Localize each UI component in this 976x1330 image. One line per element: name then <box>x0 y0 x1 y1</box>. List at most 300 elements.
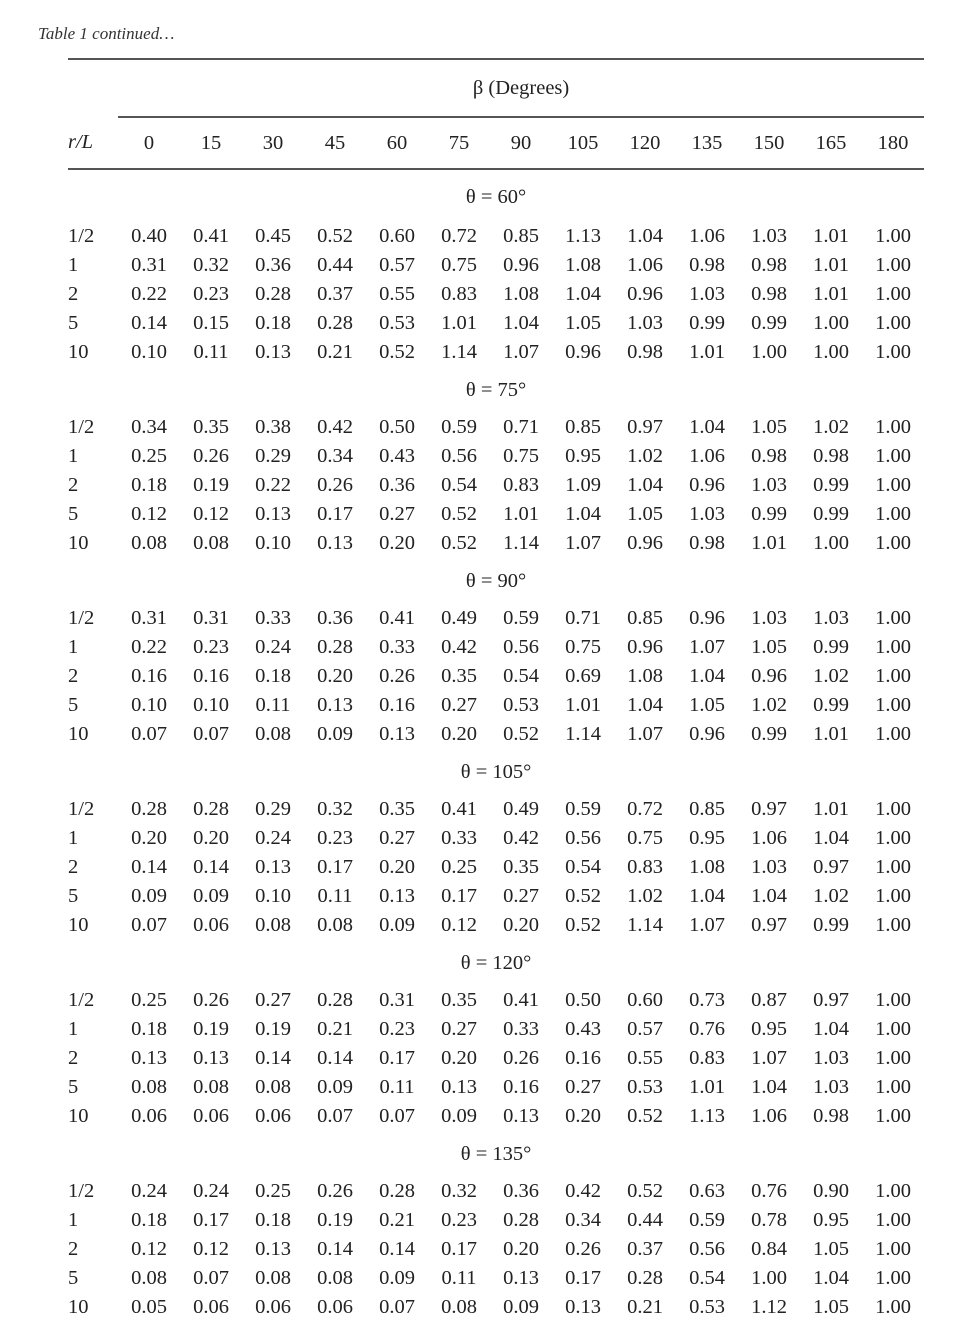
value-cell: 0.38 <box>255 416 291 438</box>
value-cell: 0.08 <box>317 914 353 936</box>
value-cell: 0.25 <box>131 445 167 467</box>
value-cell: 0.73 <box>689 989 725 1011</box>
value-cell: 1.02 <box>813 665 849 687</box>
value-cell: 0.08 <box>255 914 291 936</box>
value-cell: 0.33 <box>503 1018 539 1040</box>
data-table <box>68 58 924 1322</box>
rl-cell: 1/2 <box>68 416 95 438</box>
beta-column-header: 135 <box>676 117 738 169</box>
value-cell: 0.17 <box>317 856 353 878</box>
table-row <box>68 1015 924 1044</box>
value-cell: 0.26 <box>317 1180 353 1202</box>
value-cell: 1.00 <box>751 1267 787 1289</box>
value-cell: 0.96 <box>565 341 601 363</box>
value-cell: 0.17 <box>441 885 477 907</box>
value-cell: 1.04 <box>813 1018 849 1040</box>
table-row <box>68 982 924 1015</box>
value-cell: 1.00 <box>875 1076 911 1098</box>
table-row <box>68 1264 924 1293</box>
value-cell: 0.96 <box>689 607 725 629</box>
value-cell: 1.03 <box>689 283 725 305</box>
value-cell: 0.16 <box>503 1076 539 1098</box>
value-cell: 0.52 <box>441 503 477 525</box>
value-cell: 0.41 <box>441 798 477 820</box>
value-cell: 1.00 <box>875 474 911 496</box>
rl-cell: 5 <box>68 1267 79 1289</box>
value-cell: 0.22 <box>131 636 167 658</box>
value-cell: 0.52 <box>379 341 415 363</box>
value-cell: 0.14 <box>131 856 167 878</box>
value-cell: 0.14 <box>379 1238 415 1260</box>
value-cell: 1.04 <box>689 416 725 438</box>
rl-cell: 1 <box>68 1209 79 1231</box>
value-cell: 0.13 <box>255 503 291 525</box>
rl-cell: 5 <box>68 694 79 716</box>
value-cell: 0.22 <box>255 474 291 496</box>
value-cell: 1.01 <box>689 341 725 363</box>
beta-column-header: 75 <box>428 117 490 169</box>
value-cell: 1.00 <box>875 885 911 907</box>
value-cell: 0.11 <box>441 1267 477 1289</box>
value-cell: 0.42 <box>441 636 477 658</box>
value-cell: 0.13 <box>379 723 415 745</box>
theta-heading: θ = 75° <box>465 378 527 401</box>
table-row <box>68 218 924 251</box>
value-cell: 1.00 <box>875 1238 911 1260</box>
value-cell: 0.75 <box>503 445 539 467</box>
value-cell: 0.28 <box>255 283 291 305</box>
value-cell: 1.00 <box>875 1105 911 1127</box>
value-cell: 0.52 <box>627 1105 663 1127</box>
value-cell: 0.25 <box>441 856 477 878</box>
value-cell: 0.20 <box>379 532 415 554</box>
value-cell: 1.07 <box>565 532 601 554</box>
value-cell: 0.59 <box>689 1209 725 1231</box>
value-cell: 0.06 <box>131 1105 167 1127</box>
rl-cell: 1 <box>68 827 79 849</box>
table-row <box>68 529 924 558</box>
value-cell: 1.04 <box>751 1076 787 1098</box>
value-cell: 0.08 <box>255 1267 291 1289</box>
value-cell: 0.75 <box>441 254 477 276</box>
value-cell: 1.02 <box>813 885 849 907</box>
value-cell: 1.01 <box>751 532 787 554</box>
value-cell: 0.21 <box>627 1296 663 1318</box>
value-cell: 0.71 <box>565 607 601 629</box>
value-cell: 0.54 <box>503 665 539 687</box>
value-cell: 0.18 <box>255 1209 291 1231</box>
beta-column-header: 60 <box>366 117 428 169</box>
value-cell: 0.28 <box>627 1267 663 1289</box>
value-cell: 0.28 <box>131 798 167 820</box>
theta-heading: θ = 90° <box>465 569 527 592</box>
value-cell: 0.78 <box>751 1209 787 1231</box>
value-cell: 0.43 <box>379 445 415 467</box>
value-cell: 1.00 <box>875 1018 911 1040</box>
value-cell: 0.28 <box>379 1180 415 1202</box>
value-cell: 1.00 <box>751 341 787 363</box>
value-cell: 0.97 <box>627 416 663 438</box>
value-cell: 0.99 <box>751 503 787 525</box>
table-row <box>68 471 924 500</box>
value-cell: 0.19 <box>193 474 229 496</box>
value-cell: 0.18 <box>131 474 167 496</box>
value-cell: 0.95 <box>565 445 601 467</box>
value-cell: 0.41 <box>503 989 539 1011</box>
table-row <box>68 280 924 309</box>
value-cell: 1.00 <box>875 694 911 716</box>
rl-column-header: r/L <box>68 117 118 169</box>
value-cell: 1.00 <box>875 1180 911 1202</box>
value-cell: 0.27 <box>441 694 477 716</box>
value-cell: 1.04 <box>689 665 725 687</box>
value-cell: 1.07 <box>751 1047 787 1069</box>
value-cell: 0.11 <box>193 341 229 363</box>
value-cell: 1.01 <box>441 312 477 334</box>
value-cell: 0.11 <box>379 1076 415 1098</box>
value-cell: 0.96 <box>503 254 539 276</box>
beta-column-header: 0 <box>118 117 180 169</box>
value-cell: 1.04 <box>627 474 663 496</box>
value-cell: 1.01 <box>565 694 601 716</box>
data-table-container <box>68 58 923 1322</box>
value-cell: 0.08 <box>131 1076 167 1098</box>
rl-cell: 2 <box>68 1047 79 1069</box>
value-cell: 1.00 <box>875 723 911 745</box>
value-cell: 0.60 <box>627 989 663 1011</box>
table-row <box>68 409 924 442</box>
value-cell: 1.04 <box>627 225 663 247</box>
value-cell: 0.26 <box>503 1047 539 1069</box>
value-cell: 0.52 <box>503 723 539 745</box>
value-cell: 0.49 <box>441 607 477 629</box>
value-cell: 1.00 <box>813 532 849 554</box>
value-cell: 0.44 <box>627 1209 663 1231</box>
value-cell: 0.19 <box>255 1018 291 1040</box>
rl-cell: 2 <box>68 283 79 305</box>
beta-column-header: 105 <box>552 117 614 169</box>
table-row <box>68 720 924 749</box>
value-cell: 0.96 <box>689 723 725 745</box>
value-cell: 1.03 <box>689 503 725 525</box>
value-cell: 0.53 <box>689 1296 725 1318</box>
value-cell: 0.28 <box>317 312 353 334</box>
value-cell: 0.59 <box>565 798 601 820</box>
value-cell: 1.01 <box>813 283 849 305</box>
theta-section-row <box>68 558 924 600</box>
beta-column-header: 150 <box>738 117 800 169</box>
value-cell: 1.01 <box>503 503 539 525</box>
value-cell: 0.13 <box>255 856 291 878</box>
value-cell: 1.00 <box>875 341 911 363</box>
value-cell: 0.24 <box>193 1180 229 1202</box>
value-cell: 0.13 <box>503 1267 539 1289</box>
value-cell: 0.20 <box>503 1238 539 1260</box>
value-cell: 1.00 <box>875 416 911 438</box>
value-cell: 0.14 <box>317 1047 353 1069</box>
beta-header-row <box>68 59 924 117</box>
value-cell: 0.08 <box>193 532 229 554</box>
value-cell: 0.26 <box>565 1238 601 1260</box>
value-cell: 0.52 <box>317 225 353 247</box>
value-cell: 1.05 <box>751 636 787 658</box>
value-cell: 0.69 <box>565 665 601 687</box>
value-cell: 1.00 <box>875 532 911 554</box>
value-cell: 0.17 <box>441 1238 477 1260</box>
value-cell: 0.41 <box>193 225 229 247</box>
rl-cell: 5 <box>68 503 79 525</box>
value-cell: 0.98 <box>813 1105 849 1127</box>
value-cell: 0.09 <box>317 1076 353 1098</box>
value-cell: 0.85 <box>627 607 663 629</box>
value-cell: 0.52 <box>565 914 601 936</box>
value-cell: 0.99 <box>813 503 849 525</box>
value-cell: 0.12 <box>193 503 229 525</box>
table-row <box>68 691 924 720</box>
value-cell: 1.07 <box>503 341 539 363</box>
value-cell: 0.98 <box>751 254 787 276</box>
value-cell: 1.00 <box>813 312 849 334</box>
value-cell: 0.15 <box>193 312 229 334</box>
theta-section-row <box>68 367 924 409</box>
value-cell: 0.83 <box>503 474 539 496</box>
value-cell: 0.11 <box>255 694 291 716</box>
value-cell: 1.02 <box>627 885 663 907</box>
value-cell: 1.04 <box>565 503 601 525</box>
value-cell: 0.63 <box>689 1180 725 1202</box>
value-cell: 1.00 <box>875 283 911 305</box>
value-cell: 1.04 <box>689 885 725 907</box>
beta-column-header: 90 <box>490 117 552 169</box>
value-cell: 1.00 <box>875 254 911 276</box>
theta-section-row <box>68 1131 924 1173</box>
value-cell: 1.03 <box>751 474 787 496</box>
rl-cell: 1/2 <box>68 798 95 820</box>
value-cell: 0.24 <box>255 636 291 658</box>
value-cell: 0.11 <box>317 885 353 907</box>
value-cell: 0.54 <box>565 856 601 878</box>
value-cell: 0.52 <box>441 532 477 554</box>
value-cell: 0.75 <box>565 636 601 658</box>
value-cell: 1.06 <box>751 827 787 849</box>
value-cell: 0.13 <box>379 885 415 907</box>
value-cell: 0.99 <box>751 723 787 745</box>
value-cell: 1.00 <box>813 341 849 363</box>
value-cell: 0.35 <box>441 665 477 687</box>
value-cell: 1.04 <box>627 694 663 716</box>
rl-cell: 2 <box>68 856 79 878</box>
value-cell: 0.97 <box>751 914 787 936</box>
value-cell: 0.13 <box>503 1105 539 1127</box>
value-cell: 0.28 <box>193 798 229 820</box>
value-cell: 1.05 <box>751 416 787 438</box>
value-cell: 0.10 <box>131 694 167 716</box>
beta-column-header: 15 <box>180 117 242 169</box>
value-cell: 0.26 <box>379 665 415 687</box>
value-cell: 0.34 <box>131 416 167 438</box>
value-cell: 0.36 <box>255 254 291 276</box>
value-cell: 0.20 <box>441 1047 477 1069</box>
value-cell: 0.20 <box>503 914 539 936</box>
value-cell: 0.31 <box>193 607 229 629</box>
value-cell: 0.32 <box>317 798 353 820</box>
value-cell: 0.96 <box>689 474 725 496</box>
value-cell: 0.27 <box>441 1018 477 1040</box>
beta-column-header: 165 <box>800 117 862 169</box>
value-cell: 0.08 <box>317 1267 353 1289</box>
theta-heading: θ = 135° <box>460 1142 532 1165</box>
beta-column-header: 120 <box>614 117 676 169</box>
value-cell: 0.57 <box>379 254 415 276</box>
value-cell: 0.12 <box>441 914 477 936</box>
theta-heading: θ = 60° <box>465 185 527 208</box>
theta-section-row <box>68 169 924 218</box>
value-cell: 0.53 <box>379 312 415 334</box>
value-cell: 1.07 <box>689 914 725 936</box>
value-cell: 1.03 <box>813 1076 849 1098</box>
value-cell: 0.14 <box>317 1238 353 1260</box>
value-cell: 0.23 <box>193 283 229 305</box>
rl-cell: 1 <box>68 445 79 467</box>
value-cell: 1.00 <box>875 607 911 629</box>
table-row <box>68 1073 924 1102</box>
value-cell: 0.13 <box>193 1047 229 1069</box>
value-cell: 0.35 <box>193 416 229 438</box>
value-cell: 0.08 <box>441 1296 477 1318</box>
value-cell: 0.27 <box>379 827 415 849</box>
table-row <box>68 882 924 911</box>
value-cell: 1.14 <box>627 914 663 936</box>
value-cell: 0.31 <box>131 607 167 629</box>
theta-heading: θ = 105° <box>460 760 532 783</box>
rl-cell: 10 <box>68 914 89 936</box>
value-cell: 0.06 <box>193 1296 229 1318</box>
value-cell: 0.14 <box>255 1047 291 1069</box>
value-cell: 0.07 <box>193 723 229 745</box>
value-cell: 0.16 <box>193 665 229 687</box>
value-cell: 1.00 <box>875 989 911 1011</box>
value-cell: 0.09 <box>193 885 229 907</box>
value-cell: 0.85 <box>689 798 725 820</box>
value-cell: 0.59 <box>503 607 539 629</box>
value-cell: 0.20 <box>379 856 415 878</box>
value-cell: 0.26 <box>193 989 229 1011</box>
value-cell: 0.99 <box>751 312 787 334</box>
column-header-row <box>68 117 924 169</box>
value-cell: 0.13 <box>317 694 353 716</box>
value-cell: 0.24 <box>255 827 291 849</box>
table-row <box>68 1044 924 1073</box>
value-cell: 0.43 <box>565 1018 601 1040</box>
value-cell: 0.60 <box>379 225 415 247</box>
value-cell: 0.07 <box>317 1105 353 1127</box>
value-cell: 0.10 <box>193 694 229 716</box>
value-cell: 0.06 <box>255 1296 291 1318</box>
theta-section-row <box>68 940 924 982</box>
table-row <box>68 853 924 882</box>
rl-cell: 5 <box>68 1076 79 1098</box>
value-cell: 0.97 <box>813 856 849 878</box>
value-cell: 0.13 <box>255 341 291 363</box>
value-cell: 0.56 <box>689 1238 725 1260</box>
value-cell: 1.02 <box>627 445 663 467</box>
value-cell: 0.98 <box>689 532 725 554</box>
value-cell: 1.06 <box>689 225 725 247</box>
value-cell: 0.72 <box>441 225 477 247</box>
table-row <box>68 251 924 280</box>
value-cell: 1.00 <box>875 503 911 525</box>
table-row <box>68 1293 924 1322</box>
value-cell: 0.14 <box>131 312 167 334</box>
value-cell: 0.08 <box>255 1076 291 1098</box>
value-cell: 0.36 <box>317 607 353 629</box>
value-cell: 0.37 <box>317 283 353 305</box>
value-cell: 0.44 <box>317 254 353 276</box>
value-cell: 0.07 <box>379 1105 415 1127</box>
value-cell: 0.99 <box>813 694 849 716</box>
value-cell: 0.12 <box>193 1238 229 1260</box>
value-cell: 0.97 <box>813 989 849 1011</box>
value-cell: 0.09 <box>379 914 415 936</box>
value-cell: 1.03 <box>751 607 787 629</box>
value-cell: 0.27 <box>503 885 539 907</box>
rl-cell: 10 <box>68 1105 89 1127</box>
value-cell: 0.21 <box>379 1209 415 1231</box>
value-cell: 0.10 <box>255 532 291 554</box>
value-cell: 0.36 <box>379 474 415 496</box>
value-cell: 0.10 <box>255 885 291 907</box>
value-cell: 0.28 <box>317 989 353 1011</box>
beta-column-header: 45 <box>304 117 366 169</box>
value-cell: 0.98 <box>627 341 663 363</box>
rl-cell: 5 <box>68 885 79 907</box>
value-cell: 0.28 <box>503 1209 539 1231</box>
value-cell: 0.07 <box>131 914 167 936</box>
table-row <box>68 1173 924 1206</box>
value-cell: 0.87 <box>751 989 787 1011</box>
value-cell: 0.97 <box>751 798 787 820</box>
value-cell: 0.35 <box>441 989 477 1011</box>
value-cell: 0.07 <box>193 1267 229 1289</box>
value-cell: 1.05 <box>565 312 601 334</box>
value-cell: 0.05 <box>131 1296 167 1318</box>
value-cell: 0.18 <box>255 665 291 687</box>
rl-cell: 1 <box>68 1018 79 1040</box>
value-cell: 1.01 <box>813 225 849 247</box>
value-cell: 0.20 <box>193 827 229 849</box>
value-cell: 1.00 <box>875 1047 911 1069</box>
value-cell: 0.20 <box>565 1105 601 1127</box>
value-cell: 1.04 <box>751 885 787 907</box>
rl-cell: 5 <box>68 312 79 334</box>
value-cell: 0.29 <box>255 445 291 467</box>
value-cell: 0.56 <box>441 445 477 467</box>
value-cell: 0.10 <box>131 341 167 363</box>
value-cell: 0.95 <box>751 1018 787 1040</box>
rl-cell: 10 <box>68 723 89 745</box>
value-cell: 0.54 <box>689 1267 725 1289</box>
value-cell: 0.29 <box>255 798 291 820</box>
value-cell: 0.18 <box>131 1209 167 1231</box>
value-cell: 0.42 <box>317 416 353 438</box>
table-row <box>68 500 924 529</box>
value-cell: 0.23 <box>193 636 229 658</box>
value-cell: 0.07 <box>379 1296 415 1318</box>
value-cell: 0.19 <box>317 1209 353 1231</box>
value-cell: 0.24 <box>131 1180 167 1202</box>
value-cell: 0.50 <box>565 989 601 1011</box>
value-cell: 0.90 <box>813 1180 849 1202</box>
